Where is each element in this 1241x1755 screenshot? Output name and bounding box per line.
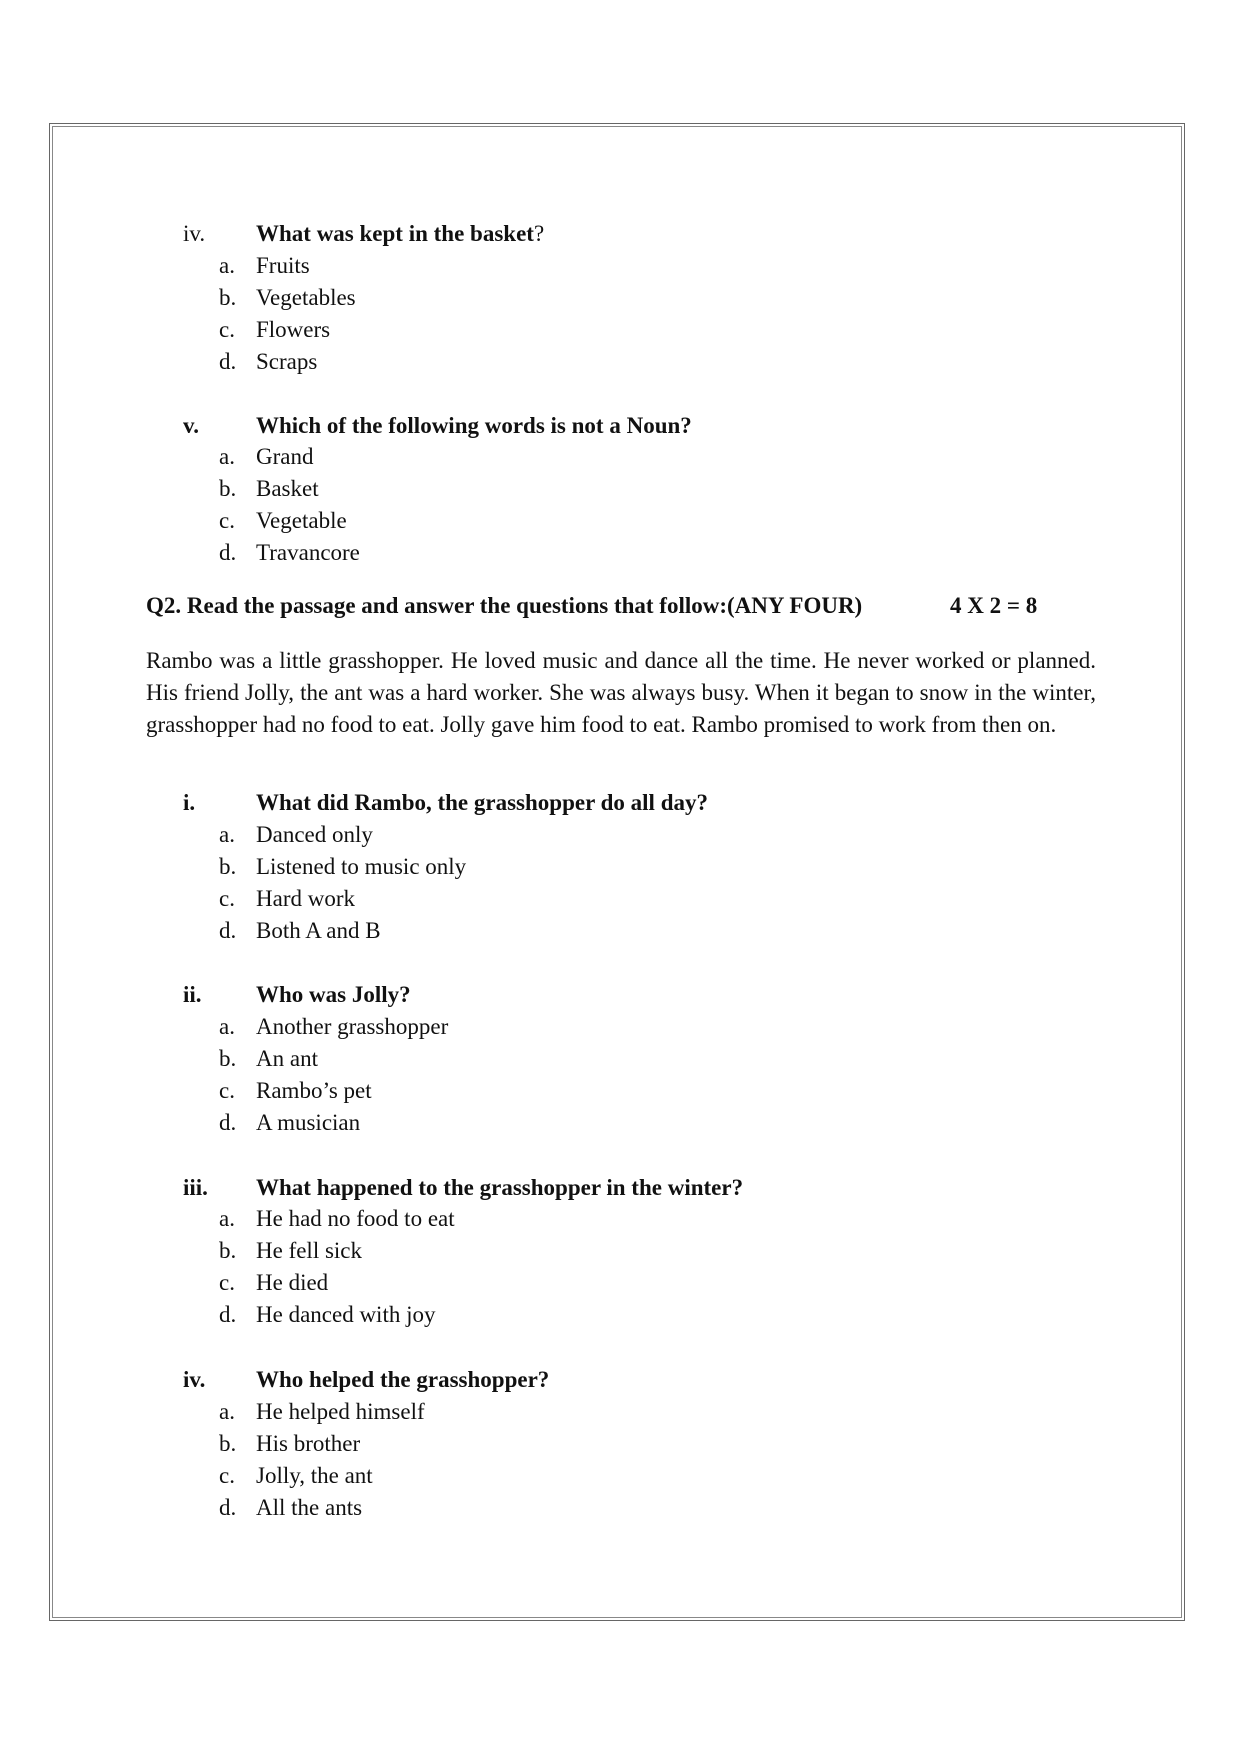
question-number: i. [183, 790, 196, 815]
question-text: What happened to the grasshopper in the winter? [256, 1175, 744, 1200]
reading-passage: Rambo was a little grasshopper. He loved music and dance all the time. He never worked or planned. His friend Jolly, the ant was a hard worker. She was always busy. When it began to snow in the winter, grasshopper had no food to eat. Jolly gave him food to eat. Rambo promised to work from then on. [146, 648, 1096, 737]
marks-allocation: 4 X 2 = 8 [950, 593, 1038, 618]
section-heading-q2: Q2. Read the passage and answer the questions that follow:(ANY FOUR) [146, 593, 863, 618]
question-text: Which of the following words is not a Noun? [256, 413, 692, 438]
question-number: iv. [183, 221, 206, 246]
question-text: What did Rambo, the grasshopper do all day? [256, 790, 708, 815]
question-number: iv. [183, 1367, 206, 1392]
question-number: v. [183, 413, 199, 438]
question-text: What was kept in the basket? [256, 221, 545, 246]
question-text: Who was Jolly? [256, 982, 411, 1007]
question-number: iii. [183, 1175, 208, 1200]
question-text: Who helped the grasshopper? [256, 1367, 550, 1392]
question-number: ii. [183, 982, 202, 1007]
